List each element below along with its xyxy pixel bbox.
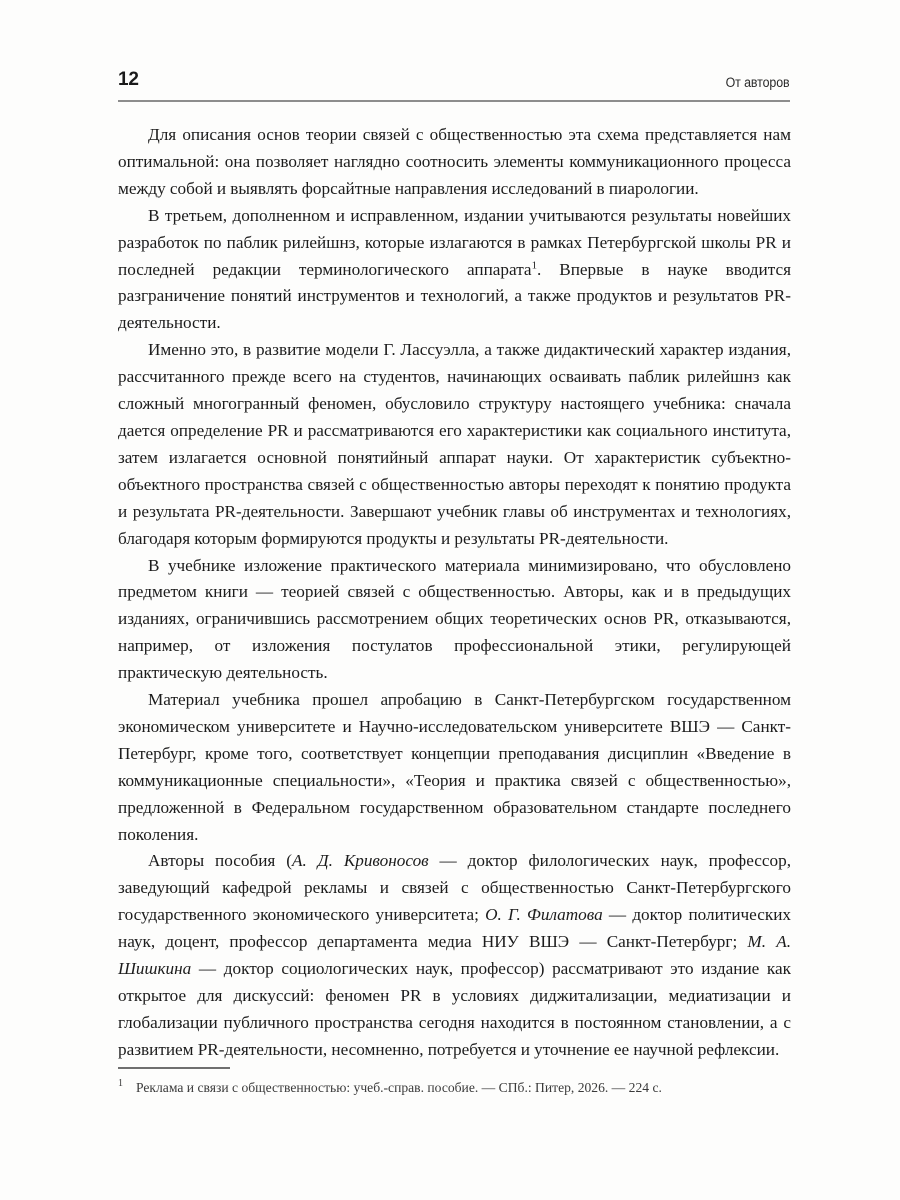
author-name: А. Д. Кривоносов — [291, 851, 429, 871]
paragraph: В учебнике изложение практического материала минимизировано, что обусловлено предметом книги — теорией связей с общественностью. Авторы, как и в предыдущих изданиях, ограничившись рассмотрением общих теоретических основ PR, отказываются, например, от изложения постулатов профессиональной этики, регулирующей практическую деятельность. — [118, 555, 791, 683]
paragraph: Именно это, в развитие модели Г. Лассуэлла, а также дидактический характер издания, рассчитанного прежде всего на студентов, начинающих осваивать паблик рилейшнз как сложный многогранный феномен, обусловило структуру настоящего учебника: сначала дается определение PR и рассматриваются его характеристики как социального института, затем излагается основной понятийный аппарат науки. От характеристик субъектно-объектного пространства связей с общественностью авторы переходят к понятию продукта и результата PR-деятельности. Завершают учебник главы об инструментах и технологиях, благодаря которым формируются продукты и результаты PR-деятельности. — [118, 340, 791, 548]
footnote-area — [118, 1067, 791, 1097]
body-text — [118, 122, 791, 1064]
author-name: М. А. Шишкина — [118, 932, 791, 979]
paragraph: В третьем, дополненном и исправленном, издании учитываются результаты новейших разработок по паблик рилейшнз, которые излагаются в рамках Петербургской школы PR и последней редакции терминологического аппарата$^1$. Впервые в науке вводится разграничение понятий инструментов и технологий, а также продуктов и результатов PR-деятельности. — [118, 205, 792, 333]
footnote — [118, 1078, 791, 1097]
page-number: 12 — [118, 69, 139, 90]
header-divider — [118, 100, 790, 102]
paragraph: Материал учебника прошел апробацию в Санкт-Петербургском государственном экономическом университете и Научно-исследовательском университете ВШЭ — Санкт-Петербург, кроме того, соответствует концепции преподавания дисциплин «Введение в коммуникационные специальности», «Теория и практика связей с общественностью», предложенной в Федеральном государственном образовательном стандарте последнего поколения. — [118, 690, 791, 844]
paragraph: Авторы пособия (А. Д. Кривоносов — доктор филологических наук, профессор, заведующий кафедрой рекламы и связей с общественностью Санкт-Петербургского государственного экономического университета; О. Г. Филатова — доктор политических наук, доцент, профессор департамента медиа НИУ ВШЭ — Санкт-Петербург; М. А. Шишкина — доктор социологических наук, профессор) рассматривают это издание как открытое для дискуссий: феномен PR в условиях диджитализации, медиатизации и глобализации публичного пространства сегодня находится в постоянном становлении, а с развитием PR-деятельности, несомненно, потребуется и уточнение ее научной рефлексии. — [118, 851, 791, 1059]
footnote-text: Реклама и связи с общественностью: учеб.-справ. пособие. — СПб.: Питер, 2026. — 224 с. — [136, 1079, 662, 1095]
running-head-title: От авторов — [726, 74, 790, 90]
paragraph: Для описания основ теории связей с общественностью эта схема представляется нам оптимальной: она позволяет наглядно соотносить элементы коммуникационного процесса между собой и выявлять форсайтные направления исследований в пиарологии. — [118, 125, 791, 198]
footnote-reference[interactable]: 1 — [531, 258, 537, 271]
footnote-marker: 1 — [118, 1077, 123, 1089]
running-head — [118, 70, 790, 89]
footnote-divider — [118, 1067, 230, 1069]
author-name: О. Г. Филатова — [485, 905, 603, 925]
